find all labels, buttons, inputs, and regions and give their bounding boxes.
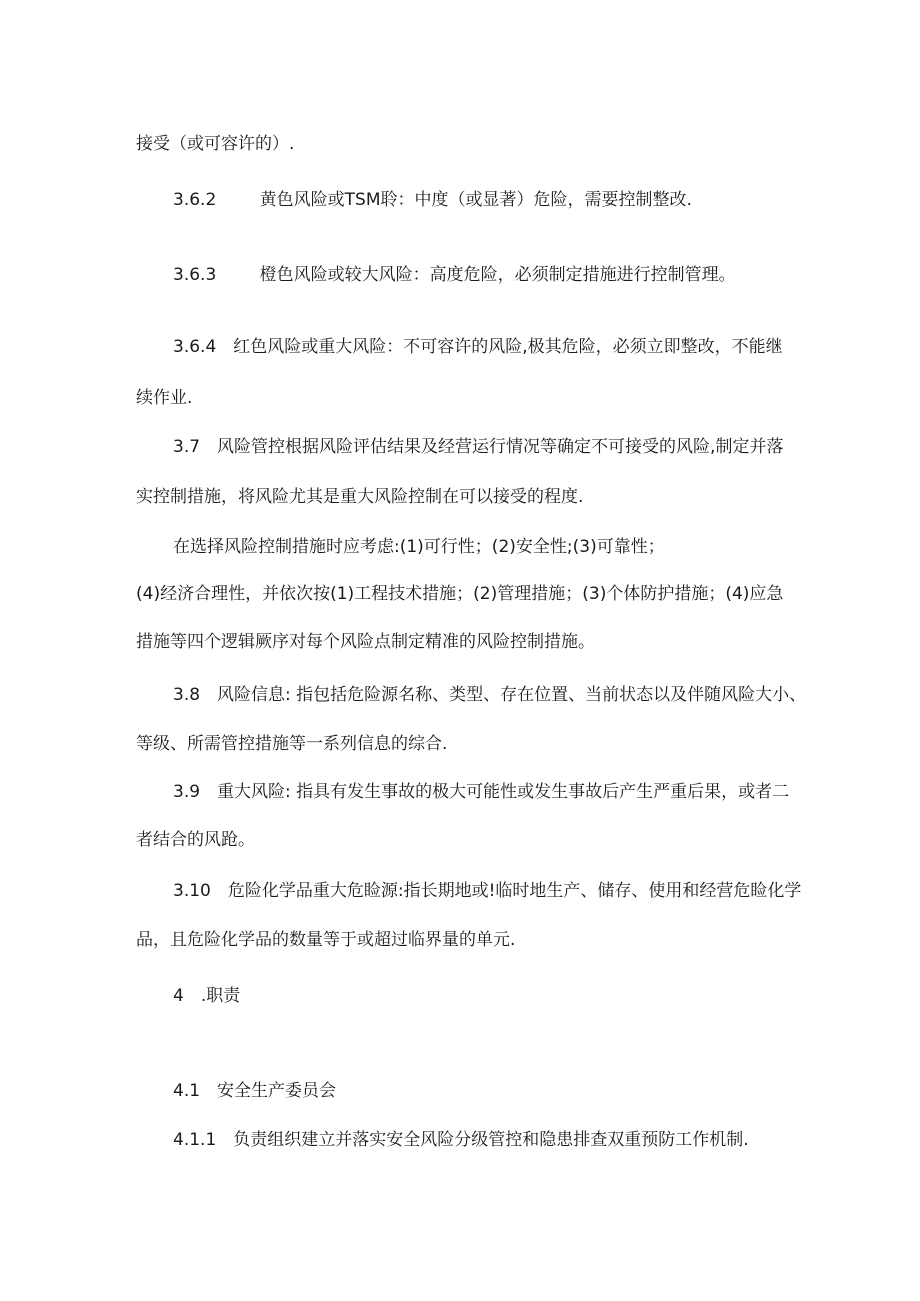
clause-4-1-1: 4.1.1 负责组织建立并落实安全风险分级管控和隐患排查双重预防工作机制. [173,1130,749,1150]
clause-text: 橙色风险或较大风险：高度危险，必须制定措施进行控制管理。 [259,265,736,285]
measures-list: (4)经济合理性，并依次按(1)工程技术措施；(2)管理措施；(3)个体防护措施；(4)应急 [136,584,784,604]
measures-intro: 在选择风险控制措施时应考虑:(1)可行性；(2)安全性;(3)可靠性； [173,537,665,557]
clause-text: 黄色风险或TSM聆：中度（或显著）危险，需要控制整改. [259,190,692,210]
clause-3-6-3 [173,264,736,286]
section-4-heading: 4 .职责 [173,986,241,1006]
clause-3-9-cont: 者结合的风跄。 [136,830,255,850]
clause-3-9: 3.9 重大风险: 指具有发生事故的极大可能性或发生事故后产生严重后果，或者二 [173,782,790,802]
clause-number: 3.6.3 [173,265,217,285]
text-line-acceptable: 接受（或可容许的）. [136,134,295,154]
clause-3-6-4-cont: 续作业. [136,388,193,408]
clause-3-7: 3.7 风险管控根据风险评估结果及经营运行情况等确定不可接受的风险,制定并落 [173,437,784,457]
section-4-1-heading: 4.1 安全生产委员会 [173,1081,337,1101]
measures-list-cont: 措施等四个逻辑厥序对每个风险点制定精准的风险控制措施。 [136,632,595,652]
clause-3-8: 3.8 风险信息: 指包括危险源名称、类型、存在位置、当前状态以及伴随风险大小、 [173,685,807,705]
clause-3-8-cont: 等级、所需管控措施等一系列信息的综合. [136,734,448,754]
clause-3-10: 3.10 危险化学品重大危睑源:指长期地或!临时地生产、储存、使用和经营危睑化学 [173,881,802,901]
clause-3-7-cont: 实控制措施，将风险尤其是重大风险控制在可以接受的程度. [136,487,584,507]
clause-3-10-cont: 品，且危险化学品的数量等于或超过临界量的单元. [136,930,516,950]
clause-number: 3.6.2 [173,190,217,210]
clause-3-6-4: 3.6.4 红色风险或重大风险：不可容许的风险,极其危险，必须立即整改，不能继 [173,337,783,357]
clause-3-6-2 [173,189,692,211]
